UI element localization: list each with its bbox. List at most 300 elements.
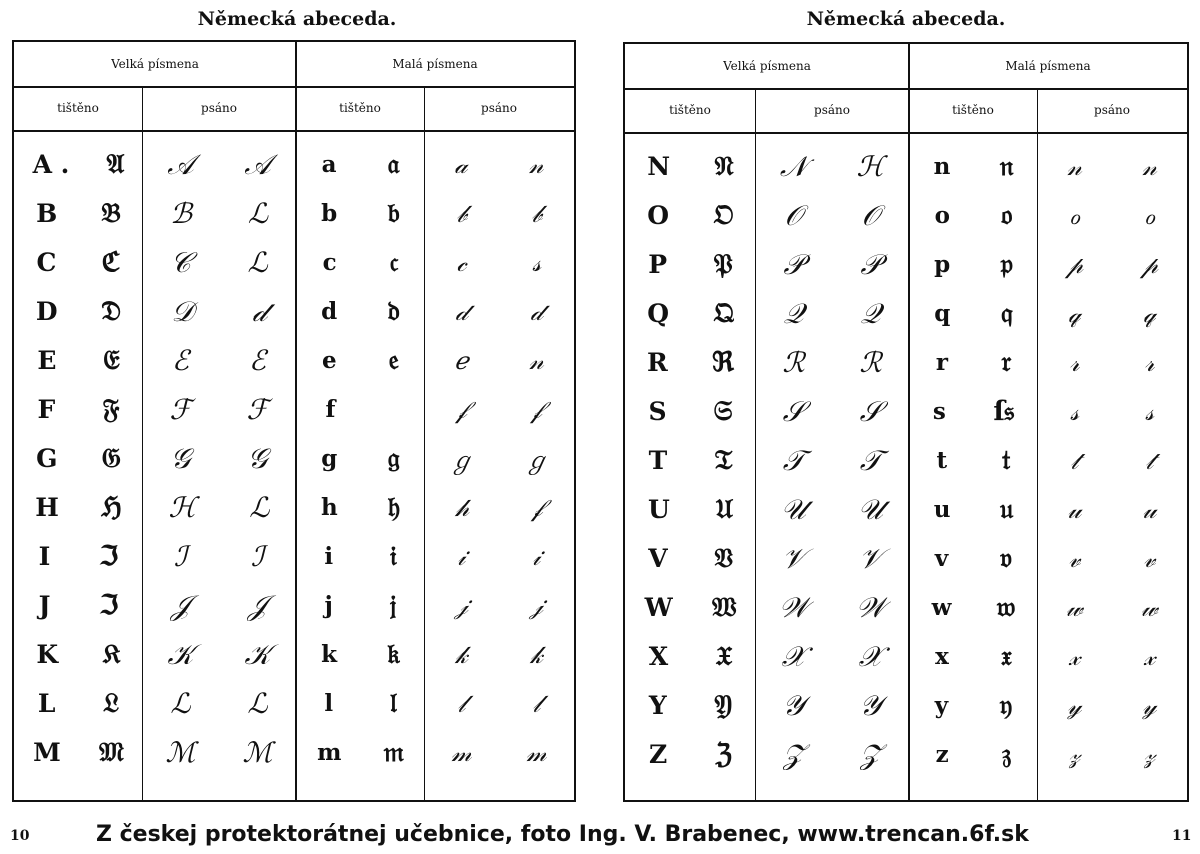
glyph-lower-printed-latin: e <box>322 347 337 374</box>
letter-cell <box>14 434 142 483</box>
letter-cell <box>424 630 574 679</box>
glyph-lower-written-kurrent: 𝒻 <box>531 395 542 424</box>
glyph-upper-written-kurrent: 𝒦 <box>244 637 271 671</box>
glyph-lower-written-kurrent: 𝓇 <box>1144 348 1155 377</box>
glyph-lower-printed-fraktur: 𝔷 <box>1001 738 1011 770</box>
glyph-lower-printed-fraktur: 𝔫 <box>999 150 1013 182</box>
glyph-lower-printed-latin: h <box>320 494 338 521</box>
glyph-upper-written-script: 𝒦 <box>167 637 194 671</box>
letter-cell <box>296 189 424 238</box>
letter-cell <box>625 681 755 730</box>
letter-cell <box>909 681 1037 730</box>
glyph-upper-printed-fraktur: 𝔓 <box>713 248 732 280</box>
glyph-upper-written-kurrent: 𝒳 <box>858 639 883 673</box>
glyph-lower-written-kurrent: 𝓏 <box>1143 740 1156 769</box>
letter-cell <box>755 730 909 779</box>
glyph-lower-written-kurrent: ℴ <box>1143 201 1156 230</box>
glyph-lower-written-script: 𝓏 <box>1068 740 1081 769</box>
glyph-lower-written-kurrent: 𝓀 <box>530 640 543 669</box>
glyph-upper-written-script: 𝒟 <box>171 294 194 328</box>
letter-cell <box>14 532 142 581</box>
glyph-lower-printed-latin: t <box>936 447 948 474</box>
header-written: psáno <box>201 101 237 115</box>
glyph-upper-written-kurrent: ℒ <box>247 197 269 230</box>
letter-cell <box>755 191 909 240</box>
glyph-upper-written-kurrent: ℰ <box>249 344 266 377</box>
letter-cell <box>424 679 574 728</box>
page-title-left: Německá abeceda. <box>197 8 397 30</box>
glyph-lower-printed-latin: x <box>935 643 949 670</box>
glyph-upper-written-script: 𝒳 <box>781 639 806 673</box>
glyph-lower-written-script: 𝓍 <box>1068 642 1081 671</box>
glyph-lower-written-script: 𝓊 <box>1067 495 1082 524</box>
header-printed: tištěno <box>952 103 994 117</box>
glyph-upper-written-kurrent: 𝒴 <box>859 688 882 722</box>
letter-cell <box>909 240 1037 289</box>
letter-cell <box>14 336 142 385</box>
letter-cell <box>909 191 1037 240</box>
letter-cell <box>14 630 142 679</box>
header-upper-case: Velká písmena <box>723 59 811 73</box>
glyph-upper-printed-latin: U <box>647 495 670 524</box>
letter-row <box>625 240 1187 289</box>
letter-cell <box>142 140 296 189</box>
glyph-upper-printed-fraktur: ℭ <box>101 247 120 278</box>
letter-row <box>625 289 1187 338</box>
glyph-lower-printed-latin: l <box>324 690 334 717</box>
letter-row <box>625 142 1187 191</box>
letter-cell <box>755 485 909 534</box>
letter-row <box>625 436 1187 485</box>
glyph-lower-printed-fraktur: 𝔡 <box>387 295 399 327</box>
letter-row <box>14 189 574 238</box>
glyph-upper-written-script: ℰ <box>172 344 189 377</box>
glyph-upper-written-kurrent: ℳ <box>242 736 273 769</box>
glyph-upper-written-kurrent: 𝒯 <box>859 443 882 477</box>
letter-row <box>625 485 1187 534</box>
letter-cell <box>14 238 142 287</box>
glyph-lower-written-script: 𝓌 <box>1066 593 1083 622</box>
glyph-upper-printed-latin: S <box>648 397 667 426</box>
glyph-upper-written-kurrent: 𝒢 <box>247 441 268 475</box>
glyph-upper-written-kurrent: 𝒜 <box>244 147 271 181</box>
letter-cell <box>142 483 296 532</box>
glyph-upper-printed-latin: N <box>647 152 671 181</box>
glyph-upper-printed-fraktur: 𝔔 <box>713 297 733 329</box>
glyph-lower-written-kurrent: 𝓎 <box>1142 691 1157 720</box>
letter-cell <box>909 534 1037 583</box>
letter-row <box>625 387 1187 436</box>
glyph-lower-printed-latin: f <box>325 396 336 423</box>
glyph-upper-written-script: 𝒱 <box>781 541 806 575</box>
glyph-upper-written-script: ℒ <box>170 687 191 720</box>
glyph-upper-written-kurrent: ℒ <box>249 491 270 524</box>
letter-cell <box>296 483 424 532</box>
letter-cell <box>14 679 142 728</box>
glyph-upper-written-kurrent: 𝒪 <box>861 198 880 232</box>
letter-cell <box>1037 142 1187 191</box>
glyph-upper-written-script: 𝒢 <box>170 441 191 475</box>
glyph-lower-printed-fraktur: 𝔴 <box>996 591 1015 623</box>
letter-row <box>625 583 1187 632</box>
letter-cell <box>142 728 296 777</box>
glyph-upper-printed-fraktur: ℑ <box>99 590 118 621</box>
header-row-types <box>14 86 574 132</box>
letter-row <box>625 730 1187 779</box>
glyph-lower-printed-fraktur: 𝔥 <box>387 491 399 523</box>
glyph-upper-printed-latin: A . <box>32 150 70 179</box>
letter-cell <box>142 238 296 287</box>
letter-row <box>14 630 574 679</box>
glyph-lower-printed-latin: i <box>324 543 334 570</box>
letter-cell <box>296 532 424 581</box>
glyph-lower-written-kurrent: 𝓃 <box>1142 152 1157 181</box>
letter-cell <box>14 287 142 336</box>
letter-cell <box>1037 632 1187 681</box>
glyph-lower-printed-fraktur: 𝔭 <box>1000 248 1012 280</box>
glyph-lower-printed-latin: j <box>324 592 333 619</box>
letter-row <box>14 728 574 777</box>
letter-cell <box>296 581 424 630</box>
letter-row <box>14 483 574 532</box>
glyph-upper-written-script: 𝒮 <box>782 394 805 428</box>
glyph-upper-printed-latin: V <box>648 544 668 573</box>
letter-cell <box>296 679 424 728</box>
letter-cell <box>1037 534 1187 583</box>
glyph-upper-printed-fraktur: 𝔉 <box>102 393 119 425</box>
letter-cell <box>424 140 574 189</box>
glyph-upper-printed-fraktur: 𝔅 <box>101 197 120 229</box>
letter-cell <box>625 289 755 338</box>
glyph-lower-written-script: ℴ <box>1068 201 1081 230</box>
letter-cell <box>755 583 909 632</box>
glyph-lower-written-script: 𝓁 <box>457 689 466 718</box>
glyph-lower-printed-latin: y <box>934 692 949 719</box>
letter-cell <box>909 142 1037 191</box>
letter-cell <box>424 385 574 434</box>
letter-cell <box>14 140 142 189</box>
letter-cell <box>1037 387 1187 436</box>
letter-cell <box>142 630 296 679</box>
letter-row <box>14 434 574 483</box>
glyph-lower-written-script: ℊ <box>449 447 474 475</box>
letter-cell <box>625 485 755 534</box>
letter-cell <box>142 581 296 630</box>
glyph-lower-written-script: 𝒽 <box>455 493 470 522</box>
glyph-upper-printed-fraktur: 𝔚 <box>711 591 736 623</box>
letter-cell <box>296 434 424 483</box>
letter-cell <box>625 387 755 436</box>
glyph-lower-printed-fraktur: 𝔬 <box>1001 199 1012 231</box>
letter-row <box>14 140 574 189</box>
glyph-upper-written-script: ℋ <box>168 491 197 524</box>
glyph-lower-printed-latin: s <box>932 398 946 425</box>
glyph-upper-printed-latin: P <box>648 250 668 279</box>
letter-cell <box>625 142 755 191</box>
glyph-upper-written-script: 𝒜 <box>167 147 194 181</box>
glyph-lower-printed-fraktur: 𝔶 <box>999 689 1012 721</box>
header-written: psáno <box>814 103 850 117</box>
glyph-lower-printed-fraktur: 𝔳 <box>1000 542 1012 574</box>
glyph-lower-printed-fraktur: 𝔠 <box>389 246 398 278</box>
letter-cell <box>1037 338 1187 387</box>
letter-cell <box>142 532 296 581</box>
letter-cell <box>424 581 574 630</box>
glyph-lower-printed-fraktur: 𝔧 <box>389 589 396 621</box>
letter-row <box>14 238 574 287</box>
page-number-right: 11 <box>1172 828 1192 844</box>
glyph-lower-printed-latin: q <box>934 300 951 327</box>
glyph-lower-printed-latin: k <box>321 641 337 668</box>
letter-cell <box>909 583 1037 632</box>
glyph-lower-printed-fraktur: 𝔤 <box>387 442 399 474</box>
letter-row <box>14 679 574 728</box>
glyph-upper-printed-fraktur: 𝔇 <box>101 295 121 327</box>
glyph-upper-printed-latin: G <box>36 444 58 473</box>
glyph-lower-written-script: 𝓇 <box>1069 348 1080 377</box>
glyph-lower-written-script: ℯ <box>454 346 469 375</box>
glyph-lower-written-script: 𝓀 <box>455 640 468 669</box>
glyph-upper-written-script: 𝒴 <box>782 688 805 722</box>
letter-cell <box>909 387 1037 436</box>
letter-row <box>625 681 1187 730</box>
letter-cell <box>1037 681 1187 730</box>
letter-cell <box>296 728 424 777</box>
glyph-upper-written-kurrent: 𝒰 <box>857 492 884 526</box>
glyph-lower-written-script: 𝒹 <box>455 297 468 326</box>
letter-cell <box>755 142 909 191</box>
letter-cell <box>755 632 909 681</box>
letter-cell <box>755 387 909 436</box>
glyph-lower-printed-latin: m <box>317 739 342 766</box>
glyph-lower-printed-fraktur: 𝔮 <box>1000 297 1012 329</box>
letter-cell <box>296 630 424 679</box>
header-upper-case: Velká písmena <box>111 57 199 71</box>
glyph-lower-printed-fraktur: 𝔪 <box>383 736 403 768</box>
glyph-upper-printed-fraktur: 𝔗 <box>714 444 732 476</box>
glyph-lower-written-kurrent: 𝒾 <box>532 542 541 571</box>
glyph-lower-written-script: 𝓉 <box>1070 446 1079 475</box>
letter-cell <box>424 189 574 238</box>
glyph-lower-printed-fraktur: 𝔢 <box>388 344 398 376</box>
glyph-lower-printed-latin: w <box>931 594 952 621</box>
glyph-upper-printed-latin: X <box>648 642 669 671</box>
glyph-lower-written-script: 𝓃 <box>1067 152 1082 181</box>
glyph-lower-written-kurrent: 𝓃 <box>528 150 544 179</box>
glyph-lower-written-kurrent: ℊ <box>524 447 549 475</box>
glyph-lower-printed-latin: u <box>933 496 951 523</box>
glyph-lower-printed-latin: r <box>935 349 948 376</box>
glyph-lower-printed-latin: v <box>934 545 949 572</box>
letter-cell <box>909 632 1037 681</box>
glyph-upper-printed-fraktur: 𝔙 <box>713 542 732 574</box>
glyph-upper-printed-latin: Y <box>648 691 667 720</box>
glyph-lower-printed-fraktur: 𝔟 <box>387 197 399 229</box>
glyph-upper-printed-fraktur: 𝔑 <box>714 150 733 182</box>
glyph-lower-written-kurrent: 𝓆 <box>1143 299 1156 328</box>
letter-cell <box>142 434 296 483</box>
glyph-upper-printed-latin: B <box>36 199 58 228</box>
letter-cell <box>909 485 1037 534</box>
glyph-lower-printed-latin: p <box>934 251 951 278</box>
glyph-upper-printed-fraktur: 𝔖 <box>713 395 732 427</box>
letter-cell <box>1037 485 1187 534</box>
glyph-lower-written-script: 𝒿 <box>454 591 469 620</box>
letter-cell <box>424 728 574 777</box>
glyph-lower-written-script: 𝓈 <box>1070 397 1079 426</box>
glyph-upper-written-script: 𝒵 <box>782 737 805 771</box>
letter-cell <box>142 336 296 385</box>
glyph-lower-written-kurrent: 𝓁 <box>532 689 541 718</box>
glyph-upper-written-kurrent: ℒ <box>247 246 268 279</box>
letter-cell <box>625 583 755 632</box>
letter-cell <box>1037 240 1187 289</box>
header-printed: tištěno <box>57 101 99 115</box>
glyph-upper-printed-latin: L <box>37 689 56 718</box>
letter-cell <box>909 338 1037 387</box>
glyph-lower-printed-fraktur: 𝔵 <box>1000 640 1011 672</box>
letter-cell <box>424 287 574 336</box>
glyph-lower-written-kurrent: 𝓌 <box>1141 593 1158 622</box>
letter-cell <box>625 240 755 289</box>
letter-cell <box>424 483 574 532</box>
glyph-upper-written-kurrent: 𝒹 <box>252 294 267 328</box>
letter-cell <box>142 679 296 728</box>
letter-row <box>625 632 1187 681</box>
letter-cell <box>142 189 296 238</box>
glyph-lower-written-kurrent: 𝓋 <box>1143 544 1156 573</box>
letter-row <box>625 534 1187 583</box>
letter-cell <box>296 336 424 385</box>
letter-cell <box>424 238 574 287</box>
glyph-lower-written-kurrent: 𝒹 <box>530 297 543 326</box>
glyph-upper-written-kurrent: 𝒲 <box>855 590 886 624</box>
glyph-lower-written-kurrent: 𝓈 <box>1145 397 1154 426</box>
glyph-upper-printed-latin: Z <box>649 740 668 769</box>
glyph-upper-printed-fraktur: 𝔒 <box>713 199 733 231</box>
glyph-upper-written-script: ℱ <box>169 393 192 426</box>
letter-row <box>14 287 574 336</box>
glyph-lower-written-script: 𝓂 <box>451 738 472 767</box>
glyph-upper-printed-latin: F <box>37 395 56 424</box>
header-printed: tištěno <box>339 101 381 115</box>
alphabet-table-right <box>623 42 1189 802</box>
glyph-upper-written-kurrent: 𝒬 <box>860 296 881 330</box>
glyph-upper-printed-fraktur: 𝔜 <box>714 689 732 721</box>
glyph-upper-written-kurrent: 𝒫 <box>860 247 881 281</box>
glyph-lower-written-kurrent: 𝓂 <box>526 738 547 767</box>
glyph-upper-printed-latin: T <box>648 446 668 475</box>
glyph-lower-written-kurrent: 𝓊 <box>1142 495 1157 524</box>
glyph-lower-printed-latin: z <box>935 741 949 768</box>
glyph-upper-written-script: 𝒩 <box>779 149 807 183</box>
letter-cell <box>424 336 574 385</box>
letter-cell <box>296 385 424 434</box>
glyph-lower-printed-fraktur: 𝔯 <box>1001 346 1011 378</box>
header-written: psáno <box>481 101 517 115</box>
glyph-lower-written-script: 𝒸 <box>456 248 467 277</box>
glyph-upper-written-script: 𝒫 <box>783 247 804 281</box>
glyph-lower-written-script: 𝓅 <box>1065 250 1084 279</box>
glyph-upper-printed-fraktur: ℑ <box>99 541 118 572</box>
glyph-upper-printed-fraktur: ℨ <box>715 739 731 770</box>
glyph-upper-written-script: ℐ <box>173 540 188 573</box>
letter-cell <box>424 532 574 581</box>
letter-cell <box>625 730 755 779</box>
letter-row <box>14 336 574 385</box>
letter-cell <box>296 140 424 189</box>
glyph-lower-written-script: 𝒷 <box>456 199 467 228</box>
letter-cell <box>142 287 296 336</box>
glyph-lower-written-script: 𝓋 <box>1068 544 1081 573</box>
glyph-upper-printed-latin: H <box>35 493 59 522</box>
glyph-upper-written-kurrent: 𝒵 <box>859 737 882 771</box>
glyph-upper-printed-latin: Q <box>647 299 670 328</box>
header-lower-case: Malá písmena <box>392 57 478 71</box>
header-row-types <box>625 88 1187 134</box>
letter-cell <box>296 238 424 287</box>
letter-cell <box>909 436 1037 485</box>
glyph-lower-printed-fraktur: ſ𝔰 <box>993 395 1014 427</box>
glyph-upper-printed-fraktur: 𝔏 <box>103 687 119 719</box>
glyph-lower-written-script: 𝒶 <box>454 150 468 179</box>
glyph-lower-written-kurrent: 𝓅 <box>1140 250 1159 279</box>
glyph-lower-written-script: 𝒻 <box>456 395 467 424</box>
glyph-upper-written-script: 𝒲 <box>778 590 809 624</box>
glyph-lower-printed-fraktur: 𝔩 <box>389 687 396 719</box>
letter-cell <box>755 338 909 387</box>
glyph-lower-printed-latin: n <box>933 153 951 180</box>
letter-cell <box>909 289 1037 338</box>
glyph-lower-written-script: 𝒾 <box>457 542 466 571</box>
letter-row <box>14 532 574 581</box>
glyph-lower-printed-fraktur: 𝔨 <box>387 638 399 670</box>
glyph-upper-printed-fraktur: ℜ <box>711 347 733 378</box>
glyph-lower-written-script: 𝓆 <box>1068 299 1081 328</box>
glyph-upper-written-script: 𝒥 <box>170 588 191 622</box>
letter-row <box>625 191 1187 240</box>
letter-cell <box>14 728 142 777</box>
glyph-upper-written-kurrent: 𝒮 <box>859 394 882 428</box>
letter-row <box>625 338 1187 387</box>
letter-cell <box>1037 730 1187 779</box>
letter-cell <box>625 338 755 387</box>
glyph-upper-written-script: 𝒯 <box>782 443 805 477</box>
glyph-upper-printed-latin: C <box>36 248 57 277</box>
glyph-lower-printed-latin: c <box>322 249 337 276</box>
glyph-upper-printed-fraktur: ℌ <box>101 492 121 523</box>
glyph-upper-written-script: ℳ <box>165 736 196 769</box>
glyph-lower-printed-fraktur: 𝔱 <box>1002 444 1010 476</box>
glyph-upper-written-script: 𝒰 <box>780 492 807 526</box>
alphabet-table-left <box>12 40 576 802</box>
header-written: psáno <box>1094 103 1130 117</box>
glyph-upper-printed-fraktur: 𝔎 <box>102 638 120 670</box>
letter-cell <box>142 385 296 434</box>
glyph-upper-written-kurrent: ℱ <box>246 393 269 426</box>
glyph-upper-written-script: ℛ <box>782 346 805 379</box>
glyph-lower-written-kurrent: 𝓍 <box>1143 642 1156 671</box>
glyph-upper-written-kurrent: ℋ <box>856 150 885 183</box>
glyph-upper-printed-latin: R <box>647 348 668 377</box>
glyph-upper-printed-fraktur: 𝔈 <box>103 344 119 376</box>
letter-cell <box>755 240 909 289</box>
letter-cell <box>296 287 424 336</box>
glyph-upper-printed-fraktur: 𝔐 <box>99 736 123 768</box>
glyph-lower-printed-latin: o <box>934 202 950 229</box>
glyph-upper-printed-latin: K <box>36 640 59 669</box>
header-printed: tištěno <box>669 103 711 117</box>
